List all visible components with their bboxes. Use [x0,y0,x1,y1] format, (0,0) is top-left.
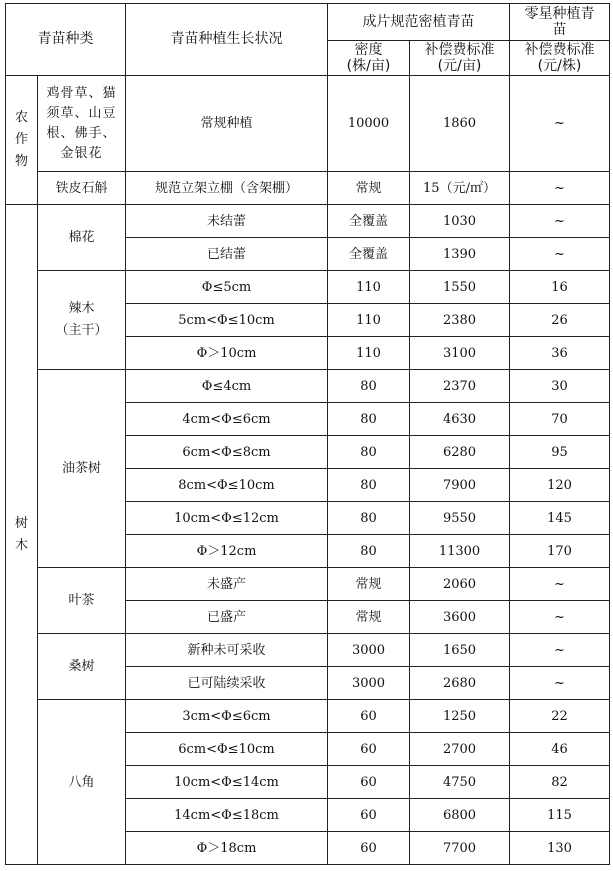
table-row [6,370,610,403]
table-row [6,634,610,667]
cell-density: 60 [328,733,410,766]
header-comp-zhu-unit: (元/株) [537,58,582,74]
header-status: 青苗种植生长状况 [126,4,328,76]
cell-comp-zhu: 82 [510,766,610,799]
cell-comp-mu: 1390 [410,238,510,271]
compensation-table-wrapper [5,3,609,865]
cell-status: 已可陆续采收 [126,667,328,700]
cell-comp-zhu: ~ [510,172,610,205]
cell-comp-mu: 3100 [410,337,510,370]
tree-mulberry-name: 桑树 [38,634,126,700]
crop-herbs-name: 鸡骨草、猫须草、山豆根、佛手、金银花 [38,76,126,172]
cell-status: Φ≤4cm [126,370,328,403]
header-density-label: 密度 [354,42,383,58]
cell-comp-mu: 4750 [410,766,510,799]
tree-spiny-sub: （主干） [55,323,108,338]
cell-comp-mu: 6800 [410,799,510,832]
section-crops [6,76,38,205]
cell-comp-mu: 1860 [410,76,510,172]
cell-comp-mu: 2060 [410,568,510,601]
cell-density: 全覆盖 [328,205,410,238]
cell-density: 常规 [328,172,410,205]
section-trees-label: 树木 [14,515,28,553]
cell-comp-zhu: 30 [510,370,610,403]
cell-comp-zhu: ~ [510,205,610,238]
cell-status: Φ＞18cm [126,832,328,865]
table-row [6,568,610,601]
cell-comp-zhu: 22 [510,700,610,733]
cell-comp-zhu: 130 [510,832,610,865]
cell-density: 10000 [328,76,410,172]
cell-density: 110 [328,337,410,370]
cell-density: 3000 [328,634,410,667]
cell-comp-mu: 2700 [410,733,510,766]
cell-comp-mu: 2370 [410,370,510,403]
cell-status: 常规种植 [126,76,328,172]
cell-comp-zhu: 36 [510,337,610,370]
cell-comp-mu: 15（元/㎡） [410,172,510,205]
cell-status: 10cm<Φ≤14cm [126,766,328,799]
cell-status: 6cm<Φ≤10cm [126,733,328,766]
cell-density: 80 [328,535,410,568]
cell-comp-mu: 1250 [410,700,510,733]
table-row [6,700,610,733]
cell-comp-mu: 1550 [410,271,510,304]
cell-status: 新种未可采收 [126,634,328,667]
tree-cotton-name: 棉花 [38,205,126,271]
header-comp-mu-unit: (元/亩) [437,58,482,74]
cell-comp-mu: 4630 [410,403,510,436]
crop-dendrobium-name: 铁皮石斛 [38,172,126,205]
table-row [6,76,610,172]
cell-status: Φ＞10cm [126,337,328,370]
header-scattered-group: 零星种植青苗 [510,4,610,41]
header-comp-mu [410,41,510,76]
header-density-unit: (株/亩) [346,58,391,74]
cell-status: 未结蕾 [126,205,328,238]
cell-density: 全覆盖 [328,238,410,271]
cell-density: 80 [328,436,410,469]
tree-anise-name: 八角 [38,700,126,865]
cell-comp-zhu: 95 [510,436,610,469]
cell-density: 60 [328,832,410,865]
cell-density: 3000 [328,667,410,700]
header-row [6,4,610,41]
cell-comp-zhu: 70 [510,403,610,436]
cell-comp-mu: 2380 [410,304,510,337]
cell-status: 未盛产 [126,568,328,601]
cell-density: 80 [328,403,410,436]
header-comp-mu-label: 补偿费标准 [424,42,495,58]
cell-comp-zhu: ~ [510,568,610,601]
cell-comp-mu: 11300 [410,535,510,568]
cell-comp-mu: 6280 [410,436,510,469]
tree-oiltea-name: 油茶树 [38,370,126,568]
cell-comp-zhu: 145 [510,502,610,535]
cell-comp-zhu: 26 [510,304,610,337]
cell-density: 60 [328,799,410,832]
cell-comp-zhu: ~ [510,601,610,634]
header-comp-zhu [510,41,610,76]
cell-status: Φ＞12cm [126,535,328,568]
cell-comp-mu: 1650 [410,634,510,667]
cell-comp-zhu: 16 [510,271,610,304]
cell-density: 110 [328,304,410,337]
tree-spiny-name [38,271,126,370]
cell-comp-zhu: ~ [510,76,610,172]
table-row [6,205,610,238]
cell-density: 常规 [328,568,410,601]
cell-comp-mu: 9550 [410,502,510,535]
header-dense-group: 成片规范密植青苗 [328,4,510,41]
cell-status: 3cm<Φ≤6cm [126,700,328,733]
cell-status: 4cm<Φ≤6cm [126,403,328,436]
cell-status: 规范立架立棚（含架棚） [126,172,328,205]
cell-comp-mu: 7700 [410,832,510,865]
cell-status: Φ≤5cm [126,271,328,304]
cell-density: 80 [328,469,410,502]
cell-status: 8cm<Φ≤10cm [126,469,328,502]
cell-comp-mu: 3600 [410,601,510,634]
table-row [6,271,610,304]
cell-comp-zhu: ~ [510,238,610,271]
cell-comp-mu: 2680 [410,667,510,700]
cell-comp-zhu: ~ [510,667,610,700]
cell-density: 60 [328,766,410,799]
cell-status: 5cm<Φ≤10cm [126,304,328,337]
cell-density: 常规 [328,601,410,634]
cell-comp-zhu: 46 [510,733,610,766]
section-trees [6,205,38,865]
cell-status: 已结蕾 [126,238,328,271]
cell-status: 14cm<Φ≤18cm [126,799,328,832]
cell-density: 80 [328,370,410,403]
cell-status: 已盛产 [126,601,328,634]
cell-status: 10cm<Φ≤12cm [126,502,328,535]
cell-comp-zhu: 120 [510,469,610,502]
cell-comp-zhu: 115 [510,799,610,832]
table-row [6,172,610,205]
cell-status: 6cm<Φ≤8cm [126,436,328,469]
cell-density: 80 [328,502,410,535]
cell-density: 60 [328,700,410,733]
cell-comp-zhu: 170 [510,535,610,568]
cell-comp-mu: 1030 [410,205,510,238]
header-type: 青苗种类 [6,4,126,76]
tree-spiny-label: 辣木 [68,301,95,316]
compensation-table [5,3,610,865]
section-crops-label: 农作物 [14,110,28,169]
header-density [328,41,410,76]
cell-density: 110 [328,271,410,304]
cell-comp-mu: 7900 [410,469,510,502]
tree-tea-name: 叶茶 [38,568,126,634]
header-comp-zhu-label: 补偿费标准 [524,42,595,58]
cell-comp-zhu: ~ [510,634,610,667]
